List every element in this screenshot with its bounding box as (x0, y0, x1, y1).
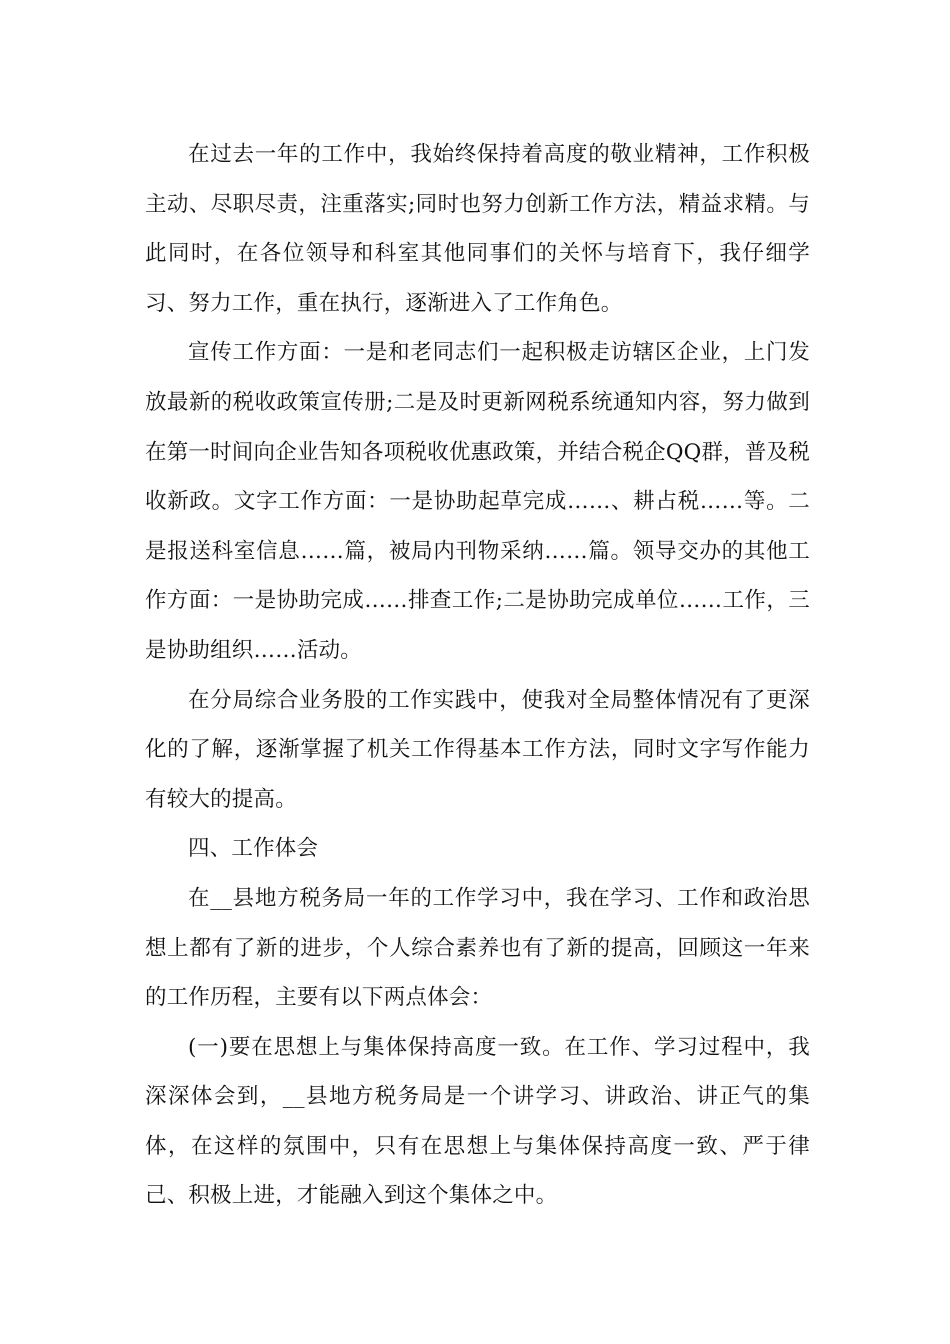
paragraph-work-attitude: 在过去一年的工作中，我始终保持着高度的敬业精神，工作积极主动、尽职尽责，注重落实;同时也努力创新工作方法，精益求精。与此同时，在各位领导和科室其他同事们的关怀与培育下，我仔细学习、努力工作，重在执行，逐渐进入了工作角色。 (145, 142, 810, 316)
paragraph-experience-point-one: (一)要在思想上与集体保持高度一致。在工作、学习过程中，我深深体会到，__县地方税务局是一个讲学习、讲政治、讲正气的集体，在这样的氛围中，只有在思想上与集体保持高度一致、严于律己、积极上进，才能融入到这个集体之中。 (145, 1034, 810, 1209)
document-body (145, 130, 810, 1221)
paragraph-practice-gains: 在分局综合业务股的工作实践中，使我对全局整体情况有了更深化的了解，逐渐掌握了机关工作得基本工作方法，同时文字写作能力有较大的提高。 (145, 687, 810, 812)
paragraph-experience-intro: 在__县地方税务局一年的工作学习中，我在学习、工作和政治思想上都有了新的进步，个人综合素养也有了新的提高，回顾这一年来的工作历程，主要有以下两点体会： (145, 885, 810, 1011)
section-heading-work-experience: 四、工作体会 (188, 836, 319, 862)
paragraph-publicity-work: 宣传工作方面：一是和老同志们一起积极走访辖区企业，上门发放最新的税收政策宣传册;二是及时更新网税系统通知内容，努力做到在第一时间向企业告知各项税收优惠政策，并结合税企QQ群，普及税收新政。文字工作方面：一是协助起草完成……、耕占税……等。二是报送科室信息……篇，被局内刊物采纳……篇。领导交办的其他工作方面：一是协助完成……排查工作;二是协助完成单位……工作，三是协助组织……活动。 (145, 340, 810, 663)
